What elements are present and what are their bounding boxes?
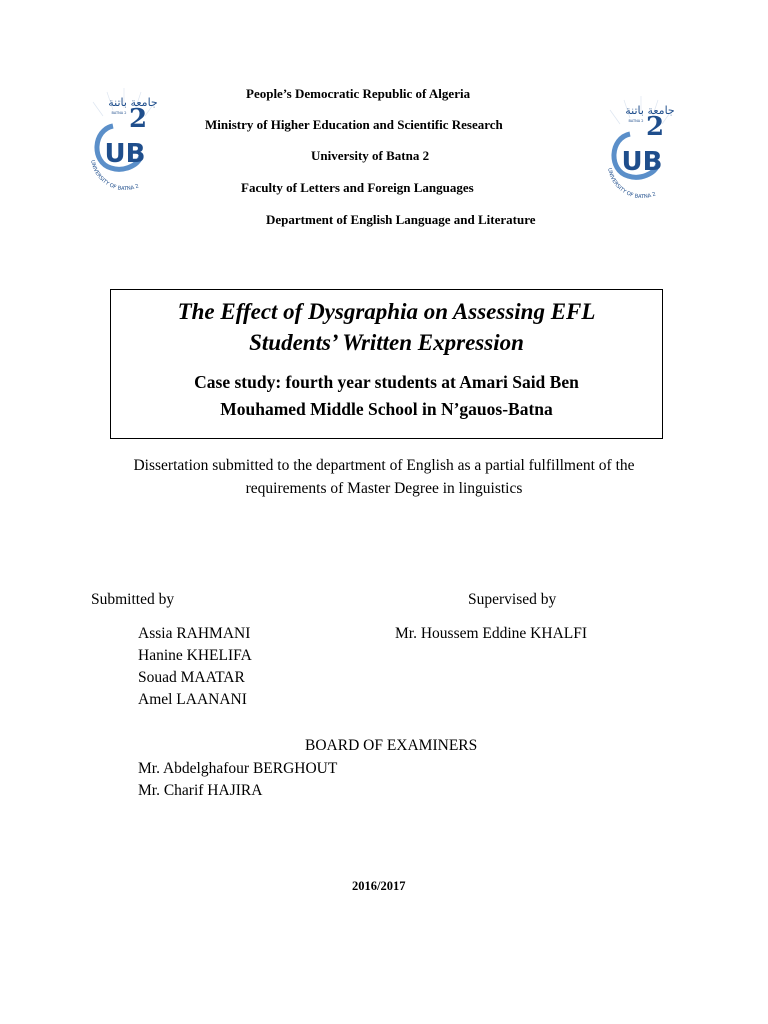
supervisor-name: Mr. Houssem Eddine KHALFI: [395, 625, 588, 642]
academic-year: 2016/2017: [352, 879, 406, 893]
board-members: [138, 758, 337, 802]
logo-number: 2: [645, 112, 665, 142]
student-name: Hanine KHELIFA: [138, 647, 252, 664]
logo-ring-text: UNIVERSITY OF BATNA 2: [89, 159, 140, 190]
logo-mark: UB: [104, 139, 146, 169]
dissertation-line-1: Dissertation submitted to the department of English as a partial fulfillment of the: [133, 457, 635, 474]
thesis-title-line-2: Students’ Written Expression: [249, 330, 524, 355]
thesis-title: [111, 296, 662, 358]
university-logo-right: [600, 92, 682, 198]
examiner-name: Mr. Charif HAJIRA: [138, 782, 263, 799]
university-logo-left: [83, 84, 165, 190]
logo-arabic-text: جامعة باتنة: [108, 96, 158, 109]
student-name: Assia RAHMANI: [138, 625, 251, 642]
header-ministry: Ministry of Higher Education and Scientific Research: [205, 117, 503, 132]
case-study: [111, 369, 662, 423]
header-university: University of Batna 2: [311, 148, 430, 163]
dissertation-statement: [0, 454, 768, 500]
logo-ring-text: UNIVERSITY OF BATNA 2: [606, 167, 657, 198]
student-list: [138, 623, 252, 711]
thesis-title-line-1: The Effect of Dysgraphia on Assessing EFL: [177, 299, 596, 324]
logo-arabic-text: جامعة باتنة: [625, 104, 675, 117]
supervised-by-label: Supervised by: [468, 591, 557, 608]
submitted-by-label: Submitted by: [91, 591, 175, 608]
case-study-line-2: Mouhamed Middle School in N’gauos-Batna: [220, 399, 553, 419]
case-study-line-1: Case study: fourth year students at Amari Said Ben: [194, 372, 579, 392]
header-faculty: Faculty of Letters and Foreign Languages: [241, 180, 474, 195]
student-name: Amel LAANANI: [138, 691, 247, 708]
examiner-name: Mr. Abdelghafour BERGHOUT: [138, 760, 338, 777]
university-logo-graphic: [600, 92, 682, 198]
header-department: Department of English Language and Literature: [266, 212, 536, 227]
logo-mark: UB: [621, 147, 663, 177]
university-logo-graphic: [83, 84, 165, 190]
dissertation-line-2: requirements of Master Degree in linguistics: [245, 480, 523, 497]
logo-number: 2: [128, 104, 148, 134]
student-name: Souad MAATAR: [138, 669, 245, 686]
logo-latin-small: BATNA 2: [111, 111, 127, 115]
title-box: [110, 289, 663, 439]
logo-latin-small: BATNA 2: [628, 119, 644, 123]
header-republic: People’s Democratic Republic of Algeria: [246, 86, 471, 101]
board-label: BOARD OF EXAMINERS: [305, 737, 478, 754]
